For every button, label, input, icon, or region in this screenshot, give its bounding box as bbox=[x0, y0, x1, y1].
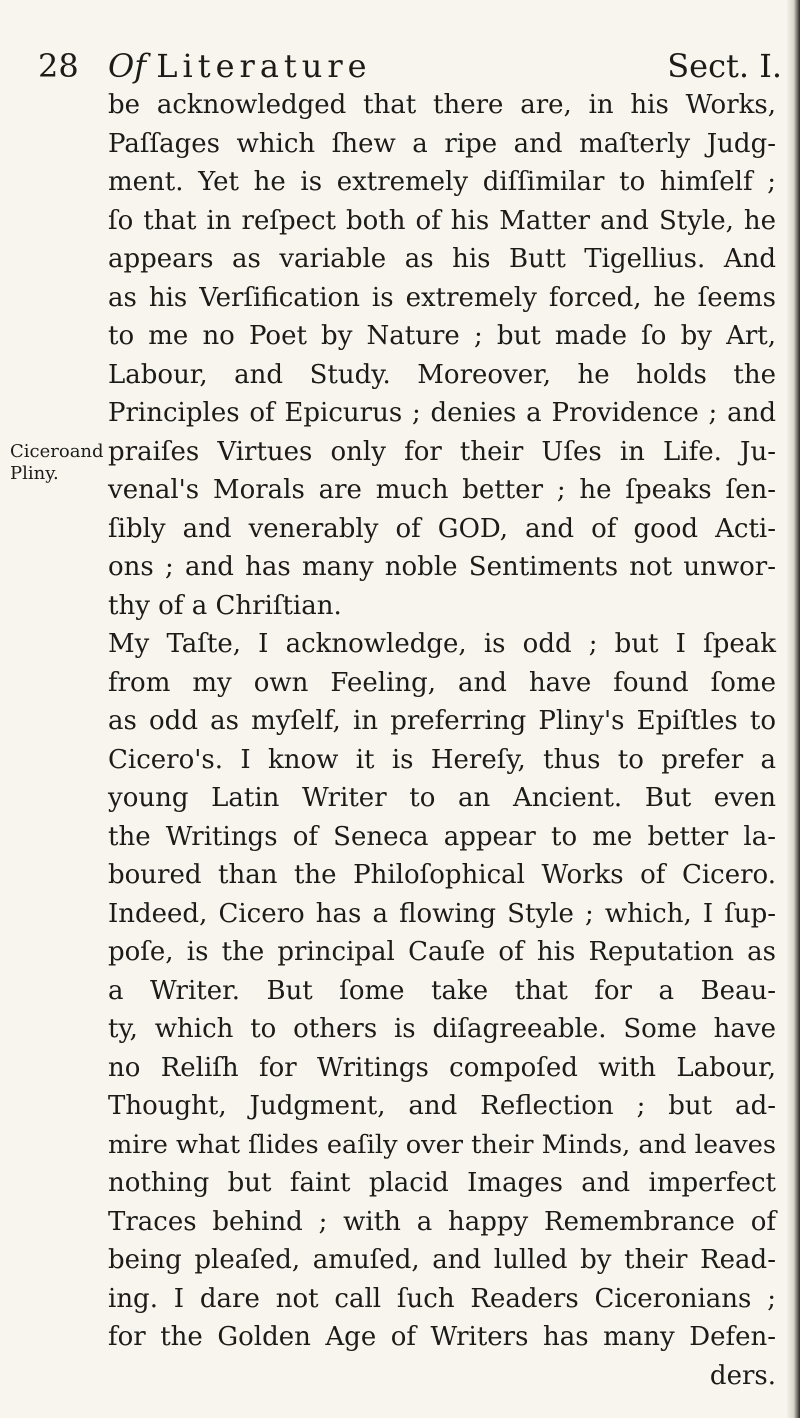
text-line: from my own Feeling, and have found ſome bbox=[108, 667, 776, 698]
text-line: mire what ſlides eaſily over their Minds, and leaves bbox=[108, 1129, 777, 1160]
text-line: Thought, Judgment, and Reflection ; but ad- bbox=[108, 1091, 776, 1121]
text-line: Labour, and Study. Moreover, he holds the bbox=[108, 359, 776, 390]
page-edge-shadow bbox=[786, 0, 800, 1418]
margin-note bbox=[10, 441, 104, 485]
text-line: praiſes Virtues only for their Uſes in Life. Ju- bbox=[108, 436, 776, 467]
section-mark: Sect. I. bbox=[667, 47, 782, 85]
text-line: young Latin Writer to an Ancient. But even bbox=[108, 783, 776, 813]
text-line: Traces behind ; with a happy Remembrance of bbox=[108, 1206, 776, 1237]
text-line: venal's Morals are much better ; he ſpeaks ſen- bbox=[108, 475, 776, 505]
text-line: ing. I dare not call ſuch Readers Ciceronians ; bbox=[108, 1283, 776, 1314]
text-line: no Reliſh for Writings compoſed with Labour, bbox=[108, 1052, 776, 1083]
margin-note-line: Ciceroand bbox=[10, 441, 104, 462]
running-title bbox=[108, 44, 372, 88]
text-line: poſe, is the principal Cauſe of his Reputation as bbox=[108, 937, 776, 967]
running-title-of: Of bbox=[108, 47, 147, 85]
page-number: 28 bbox=[38, 47, 79, 85]
text-line: being pleaſed, amuſed, and lulled by their Read- bbox=[108, 1245, 776, 1275]
text-line: nothing but faint placid Images and imperfect bbox=[108, 1168, 776, 1198]
text-line: the Writings of Seneca appear to me better la- bbox=[108, 821, 776, 852]
text-line: ment. Yet he is extremely diſſimilar to himſelf ; bbox=[108, 167, 776, 197]
margin-note-line: Pliny. bbox=[10, 463, 59, 484]
text-line: a Writer. But ſome take that for a Beau- bbox=[108, 975, 776, 1006]
text-line: for the Golden Age of Writers has many Defen- bbox=[108, 1322, 776, 1352]
text-line: ſibly and venerably of GOD, and of good Acti- bbox=[108, 513, 776, 544]
text-line: as his Verſification is extremely forced, he ſeems bbox=[108, 282, 776, 313]
text-line: ders. bbox=[709, 1360, 776, 1391]
text-line: ſo that in reſpect both of his Matter and Style, he bbox=[108, 205, 776, 236]
text-line: ty, which to others is diſagreeable. Some have bbox=[108, 1014, 776, 1044]
text-line: ons ; and has many noble Sentiments not unwor- bbox=[108, 552, 776, 582]
text-line: boured than the Philoſophical Works of Cicero. bbox=[108, 860, 776, 890]
text-line: thy of a Chriſtian. bbox=[108, 590, 342, 621]
text-line: to me no Poet by Nature ; but made ſo by Art, bbox=[108, 321, 776, 351]
text-line: Paſſages which ſhew a ripe and maſterly Judg- bbox=[108, 128, 776, 159]
text-line: be acknowledged that there are, in his Works, bbox=[108, 90, 776, 120]
text-line: as odd as myſelf, in preferring Pliny's Epiſtles to bbox=[108, 706, 776, 736]
text-line: Principles of Epicurus ; denies a Providence ; and bbox=[108, 398, 776, 428]
running-title-word: Literature bbox=[156, 47, 372, 85]
running-header bbox=[38, 44, 782, 88]
text-line: appears as variable as his Butt Tigellius. And bbox=[108, 244, 776, 274]
text-line: My Taſte, I acknowledge, is odd ; but I ſpeak bbox=[108, 629, 776, 659]
text-line: Indeed, Cicero has a flowing Style ; which, I ſup- bbox=[108, 898, 776, 929]
body-text bbox=[108, 86, 776, 1395]
text-line: Cicero's. I know it is Hereſy, thus to prefer a bbox=[108, 744, 776, 775]
